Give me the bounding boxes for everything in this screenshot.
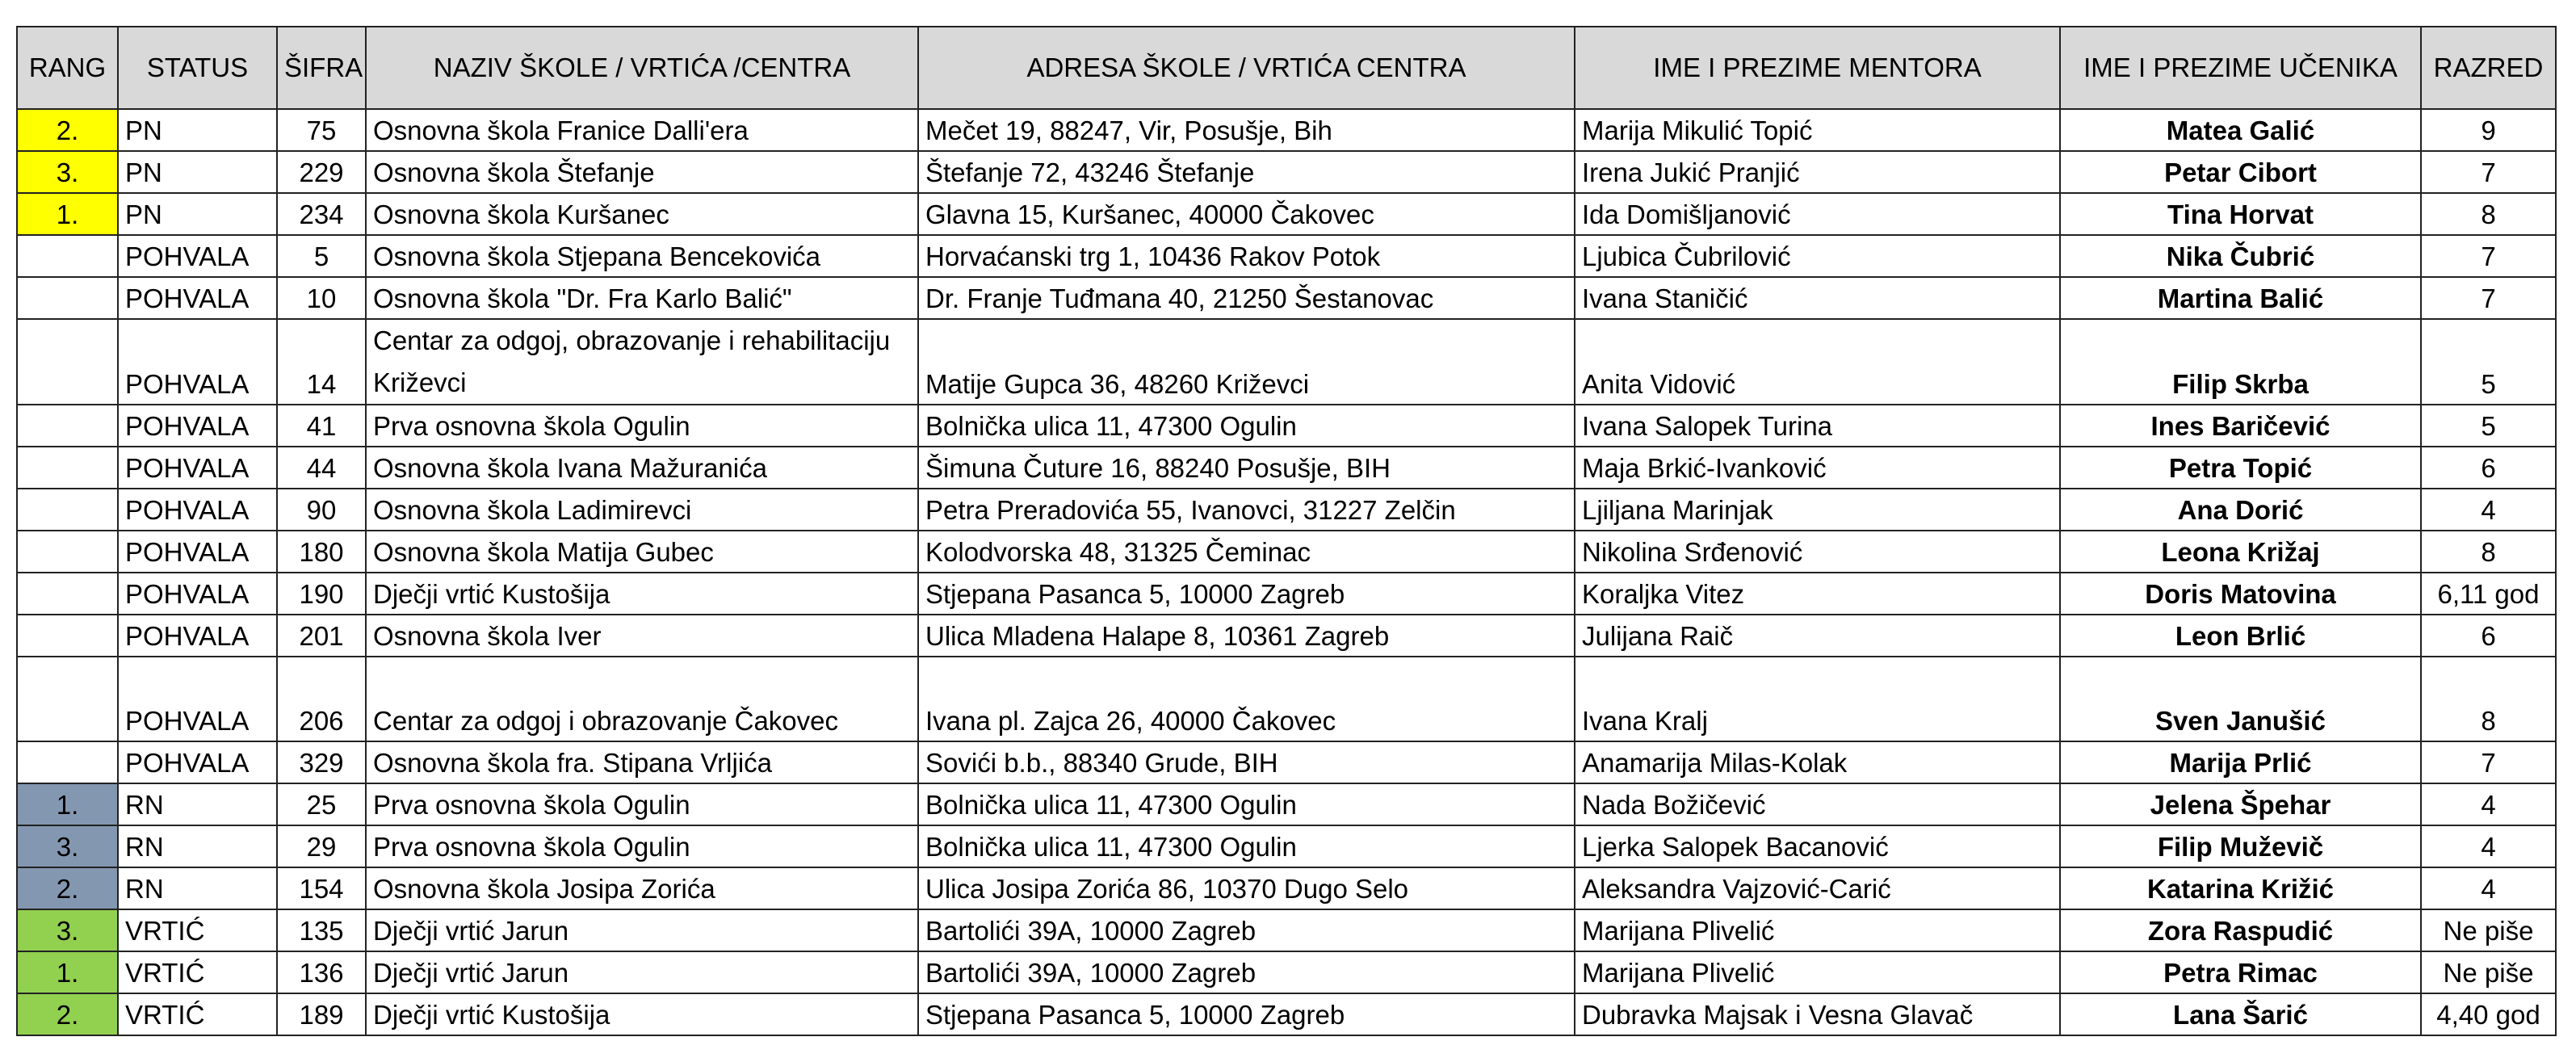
naziv-cell: Dječji vrtić Kustošija [366, 993, 918, 1035]
naziv-cell: Dječji vrtić Jarun [366, 909, 918, 951]
razred-cell: 4,40 god [2421, 993, 2556, 1035]
naziv-cell: Osnovna škola Kuršanec [366, 193, 918, 235]
mentor-cell: Irena Jukić Pranjić [1575, 151, 2060, 193]
adresa-cell: Bartolići 39A, 10000 Zagreb [918, 909, 1575, 951]
rang-cell [17, 405, 118, 447]
header-row [17, 27, 2556, 109]
table-row [17, 783, 2556, 825]
ucenik-cell: Ana Dorić [2060, 489, 2421, 531]
naziv-cell: Osnovna škola Štefanje [366, 151, 918, 193]
table-row [17, 489, 2556, 531]
mentor-cell: Ivana Salopek Turina [1575, 405, 2060, 447]
mentor-cell: Dubravka Majsak i Vesna Glavač [1575, 993, 2060, 1035]
mentor-cell: Nikolina Srđenović [1575, 531, 2060, 573]
adresa-cell: Mečet 19, 88247, Vir, Posušje, Bih [918, 109, 1575, 151]
table-row [17, 657, 2556, 741]
status-cell: POHVALA [118, 531, 277, 573]
results-table [16, 26, 2557, 1036]
razred-cell: 8 [2421, 657, 2556, 741]
table-row [17, 741, 2556, 783]
adresa-cell: Stjepana Pasanca 5, 10000 Zagreb [918, 993, 1575, 1035]
adresa-cell: Bolnička ulica 11, 47300 Ogulin [918, 783, 1575, 825]
status-cell: POHVALA [118, 235, 277, 277]
table-row [17, 151, 2556, 193]
naziv-cell: Osnovna škola Ladimirevci [366, 489, 918, 531]
rang-cell: 2. [17, 867, 118, 909]
naziv-cell: Osnovna škola Iver [366, 615, 918, 657]
table-row [17, 573, 2556, 615]
sifra-cell: 75 [277, 109, 366, 151]
sifra-cell: 190 [277, 573, 366, 615]
sifra-cell: 234 [277, 193, 366, 235]
adresa-cell: Ulica Josipa Zorića 86, 10370 Dugo Selo [918, 867, 1575, 909]
ucenik-cell: Lana Šarić [2060, 993, 2421, 1035]
adresa-cell: Ulica Mladena Halape 8, 10361 Zagreb [918, 615, 1575, 657]
rang-cell: 1. [17, 193, 118, 235]
ucenik-cell: Zora Raspudić [2060, 909, 2421, 951]
adresa-cell: Bolnička ulica 11, 47300 Ogulin [918, 405, 1575, 447]
rang-cell: 2. [17, 109, 118, 151]
ucenik-cell: Sven Janušić [2060, 657, 2421, 741]
table-row [17, 235, 2556, 277]
ucenik-cell: Martina Balić [2060, 277, 2421, 319]
status-cell: POHVALA [118, 573, 277, 615]
adresa-cell: Ivana pl. Zajca 26, 40000 Čakovec [918, 657, 1575, 741]
razred-cell: Ne piše [2421, 951, 2556, 993]
rang-cell [17, 489, 118, 531]
razred-cell: 7 [2421, 151, 2556, 193]
rang-cell [17, 447, 118, 489]
razred-cell: 5 [2421, 319, 2556, 405]
razred-cell: 4 [2421, 489, 2556, 531]
razred-cell: 7 [2421, 741, 2556, 783]
rang-cell [17, 277, 118, 319]
sifra-cell: 136 [277, 951, 366, 993]
mentor-cell: Ivana Staničić [1575, 277, 2060, 319]
sifra-cell: 329 [277, 741, 366, 783]
naziv-cell: Osnovna škola Josipa Zorića [366, 867, 918, 909]
naziv-cell: Dječji vrtić Kustošija [366, 573, 918, 615]
naziv-cell: Osnovna škola Stjepana Bencekovića [366, 235, 918, 277]
table-row [17, 909, 2556, 951]
ucenik-cell: Matea Galić [2060, 109, 2421, 151]
status-cell: VRTIĆ [118, 951, 277, 993]
mentor-cell: Aleksandra Vajzović-Carić [1575, 867, 2060, 909]
adresa-cell: Kolodvorska 48, 31325 Čeminac [918, 531, 1575, 573]
ucenik-cell: Petar Cibort [2060, 151, 2421, 193]
razred-cell: 6 [2421, 615, 2556, 657]
razred-cell: 7 [2421, 277, 2556, 319]
razred-cell: 8 [2421, 531, 2556, 573]
status-cell: PN [118, 193, 277, 235]
status-cell: POHVALA [118, 489, 277, 531]
sifra-cell: 41 [277, 405, 366, 447]
table-row [17, 993, 2556, 1035]
header-sifra: ŠIFRA [277, 27, 366, 109]
rang-cell [17, 741, 118, 783]
table-row [17, 867, 2556, 909]
ucenik-cell: Ines Baričević [2060, 405, 2421, 447]
rang-cell [17, 235, 118, 277]
ucenik-cell: Petra Rimac [2060, 951, 2421, 993]
sifra-cell: 90 [277, 489, 366, 531]
mentor-cell: Ivana Kralj [1575, 657, 2060, 741]
rang-cell: 3. [17, 909, 118, 951]
razred-cell: 9 [2421, 109, 2556, 151]
header-adresa: ADRESA ŠKOLE / VRTIĆA CENTRA [918, 27, 1575, 109]
status-cell: PN [118, 151, 277, 193]
razred-cell: Ne piše [2421, 909, 2556, 951]
mentor-cell: Ljiljana Marinjak [1575, 489, 2060, 531]
ucenik-cell: Nika Čubrić [2060, 235, 2421, 277]
table-row [17, 277, 2556, 319]
mentor-cell: Ida Domišljanović [1575, 193, 2060, 235]
naziv-cell: Osnovna škola Matija Gubec [366, 531, 918, 573]
sifra-cell: 154 [277, 867, 366, 909]
adresa-cell: Horvaćanski trg 1, 10436 Rakov Potok [918, 235, 1575, 277]
ucenik-cell: Katarina Križić [2060, 867, 2421, 909]
mentor-cell: Maja Brkić-Ivanković [1575, 447, 2060, 489]
ucenik-cell: Filip Muževič [2060, 825, 2421, 867]
sifra-cell: 201 [277, 615, 366, 657]
naziv-cell: Prva osnovna škola Ogulin [366, 405, 918, 447]
sifra-cell: 25 [277, 783, 366, 825]
razred-cell: 4 [2421, 783, 2556, 825]
razred-cell: 6,11 god [2421, 573, 2556, 615]
mentor-cell: Marija Mikulić Topić [1575, 109, 2060, 151]
table-row [17, 951, 2556, 993]
razred-cell: 7 [2421, 235, 2556, 277]
header-rang: RANG [17, 27, 118, 109]
mentor-cell: Nada Božičević [1575, 783, 2060, 825]
sifra-cell: 14 [277, 319, 366, 405]
naziv-cell: Prva osnovna škola Ogulin [366, 783, 918, 825]
rang-cell [17, 657, 118, 741]
razred-cell: 4 [2421, 867, 2556, 909]
header-razred: RAZRED [2421, 27, 2556, 109]
ucenik-cell: Filip Skrba [2060, 319, 2421, 405]
rang-cell [17, 573, 118, 615]
naziv-cell: Osnovna škola "Dr. Fra Karlo Balić" [366, 277, 918, 319]
rang-cell [17, 615, 118, 657]
status-cell: VRTIĆ [118, 909, 277, 951]
naziv-cell: Prva osnovna škola Ogulin [366, 825, 918, 867]
sifra-cell: 29 [277, 825, 366, 867]
mentor-cell: Koraljka Vitez [1575, 573, 2060, 615]
mentor-cell: Ljerka Salopek Bacanović [1575, 825, 2060, 867]
status-cell: POHVALA [118, 741, 277, 783]
naziv-cell: Centar za odgoj i obrazovanje Čakovec [366, 657, 918, 741]
razred-cell: 8 [2421, 193, 2556, 235]
rang-cell [17, 319, 118, 405]
rang-cell: 2. [17, 993, 118, 1035]
naziv-cell: Osnovna škola Ivana Mažuranića [366, 447, 918, 489]
naziv-cell: Osnovna škola fra. Stipana Vrljića [366, 741, 918, 783]
table-row [17, 615, 2556, 657]
mentor-cell: Marijana Plivelić [1575, 909, 2060, 951]
razred-cell: 6 [2421, 447, 2556, 489]
naziv-cell: Osnovna škola Franice Dalli'era [366, 109, 918, 151]
header-naziv: NAZIV ŠKOLE / VRTIĆA /CENTRA [366, 27, 918, 109]
sifra-cell: 189 [277, 993, 366, 1035]
rang-cell: 1. [17, 951, 118, 993]
header-ucenik: IME I PREZIME UČENIKA [2060, 27, 2421, 109]
mentor-cell: Anamarija Milas-Kolak [1575, 741, 2060, 783]
table-row [17, 825, 2556, 867]
status-cell: PN [118, 109, 277, 151]
status-cell: POHVALA [118, 615, 277, 657]
header-mentor: IME I PREZIME MENTORA [1575, 27, 2060, 109]
table-row [17, 109, 2556, 151]
adresa-cell: Stjepana Pasanca 5, 10000 Zagreb [918, 573, 1575, 615]
status-cell: RN [118, 783, 277, 825]
mentor-cell: Julijana Raič [1575, 615, 2060, 657]
adresa-cell: Bolnička ulica 11, 47300 Ogulin [918, 825, 1575, 867]
adresa-cell: Bartolići 39A, 10000 Zagreb [918, 951, 1575, 993]
adresa-cell: Sovići b.b., 88340 Grude, BIH [918, 741, 1575, 783]
rang-cell: 3. [17, 825, 118, 867]
status-cell: POHVALA [118, 447, 277, 489]
mentor-cell: Ljubica Čubrilović [1575, 235, 2060, 277]
rang-cell [17, 531, 118, 573]
status-cell: POHVALA [118, 405, 277, 447]
rang-cell: 3. [17, 151, 118, 193]
adresa-cell: Šimuna Čuture 16, 88240 Posušje, BIH [918, 447, 1575, 489]
sifra-cell: 10 [277, 277, 366, 319]
ucenik-cell: Leon Brlić [2060, 615, 2421, 657]
status-cell: POHVALA [118, 319, 277, 405]
ucenik-cell: Jelena Špehar [2060, 783, 2421, 825]
status-cell: RN [118, 825, 277, 867]
adresa-cell: Dr. Franje Tuđmana 40, 21250 Šestanovac [918, 277, 1575, 319]
ucenik-cell: Doris Matovina [2060, 573, 2421, 615]
table-row [17, 405, 2556, 447]
sifra-cell: 180 [277, 531, 366, 573]
table-row [17, 193, 2556, 235]
header-status: STATUS [118, 27, 277, 109]
ucenik-cell: Marija Prlić [2060, 741, 2421, 783]
ucenik-cell: Tina Horvat [2060, 193, 2421, 235]
table-row [17, 447, 2556, 489]
status-cell: VRTIĆ [118, 993, 277, 1035]
ucenik-cell: Petra Topić [2060, 447, 2421, 489]
adresa-cell: Glavna 15, Kuršanec, 40000 Čakovec [918, 193, 1575, 235]
naziv-cell: Dječji vrtić Jarun [366, 951, 918, 993]
status-cell: POHVALA [118, 657, 277, 741]
status-cell: POHVALA [118, 277, 277, 319]
sifra-cell: 44 [277, 447, 366, 489]
sifra-cell: 206 [277, 657, 366, 741]
sifra-cell: 229 [277, 151, 366, 193]
mentor-cell: Anita Vidović [1575, 319, 2060, 405]
adresa-cell: Štefanje 72, 43246 Štefanje [918, 151, 1575, 193]
status-cell: RN [118, 867, 277, 909]
table-row [17, 319, 2556, 405]
razred-cell: 4 [2421, 825, 2556, 867]
sifra-cell: 5 [277, 235, 366, 277]
mentor-cell: Marijana Plivelić [1575, 951, 2060, 993]
rang-cell: 1. [17, 783, 118, 825]
adresa-cell: Petra Preradovića 55, Ivanovci, 31227 Zelčin [918, 489, 1575, 531]
naziv-cell: Centar za odgoj, obrazovanje i rehabilitaciju Križevci [366, 319, 918, 405]
adresa-cell: Matije Gupca 36, 48260 Križevci [918, 319, 1575, 405]
razred-cell: 5 [2421, 405, 2556, 447]
ucenik-cell: Leona Križaj [2060, 531, 2421, 573]
table-row [17, 531, 2556, 573]
sifra-cell: 135 [277, 909, 366, 951]
